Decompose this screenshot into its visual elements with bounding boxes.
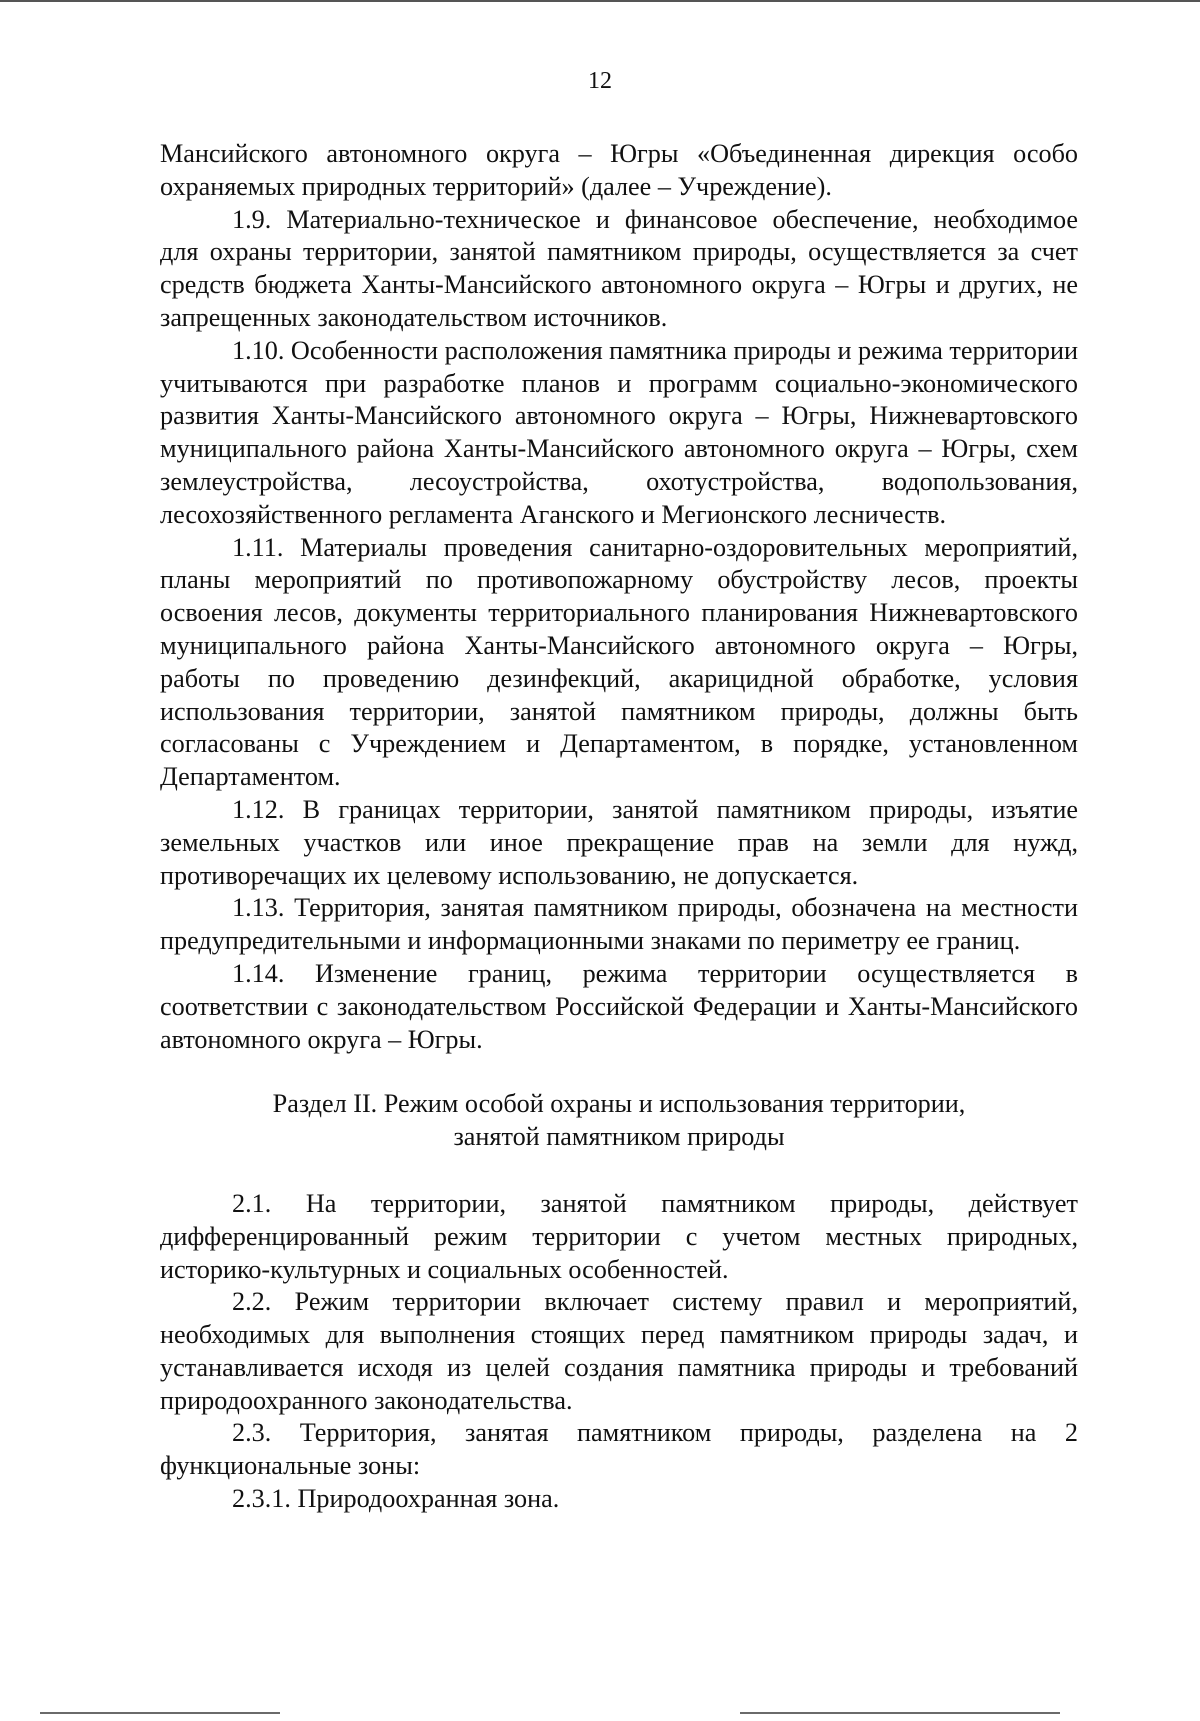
document-body xyxy=(160,138,1078,1516)
paragraph-1-13: 1.13. Территория, занятая памятником природы, обозначена на местности предупредительными и информационными знаками по периметру ее границ. xyxy=(160,893,1078,956)
paragraphs-bottom xyxy=(160,1188,1078,1516)
paragraph-1-12: 1.12. В границах территории, занятой памятником природы, изъятие земельных участков или иное прекращение прав на земли для нужд, противоречащих их целевому использованию, не допускается. xyxy=(160,794,1078,890)
section-heading-line-2: занятой памятником природы xyxy=(453,1122,785,1152)
page-number: 12 xyxy=(588,68,612,94)
bottom-scan-border-left xyxy=(40,1712,280,1714)
section-heading-line-1: Раздел II. Режим особой охраны и использования территории, xyxy=(272,1089,966,1119)
paragraph: Мансийского автономного округа – Югры «Объединенная дирекция особо охраняемых природных территорий» (далее – Учреждение). xyxy=(160,139,1078,201)
paragraph-1-9: 1.9. Материально-техническое и финансовое обеспечение, необходимое для охраны территории, занятой памятником природы, осуществляется за счет средств бюджета Ханты-Мансийского автономного округа – Югры и других, не запрещенных законодательством источников. xyxy=(160,204,1078,332)
paragraph-1-10: 1.10. Особенности расположения памятника природы и режима территории учитываются при разработке планов и программ социально-экономического развития Ханты-Мансийского автономного округа – Югры, Нижневартовского муниципального района Ханты-Мансийского автономного округа – Югры, схем землеустройства, лесоустройства, охотустройства, водопользования, лесохозяйственного регламента Аганского и Мегионского лесничеств. xyxy=(160,335,1078,529)
paragraph-2-3-1: 2.3.1. Природоохранная зона. xyxy=(232,1484,560,1514)
paragraph-2-2: 2.2. Режим территории включает систему правил и мероприятий, необходимых для выполнения стоящих перед памятником природы задач, и устанавливается исходя из целей создания памятника природы и требований природоохранного законодательства. xyxy=(160,1287,1078,1415)
section-heading xyxy=(160,1088,1078,1154)
paragraph-2-1: 2.1. На территории, занятой памятником природы, действует дифференцированный режим территории с учетом местных природных, историко-культурных и социальных особенностей. xyxy=(160,1188,1078,1284)
paragraphs-top xyxy=(160,138,1078,1056)
bottom-scan-border-right xyxy=(740,1712,1060,1714)
top-scan-border xyxy=(0,0,1200,2)
paragraph-1-11: 1.11. Материалы проведения санитарно-оздоровительных мероприятий, планы мероприятий по противопожарному обустройству лесов, проекты освоения лесов, документы территориального планирования Нижневартовского муниципального района Ханты-Мансийского автономного округа – Югры, работы по проведению дезинфекций, акарицидной обработке, условия использования территории, занятой памятником природы, должны быть согласованы с Учреждением и Департаментом, в порядке, установленном Департаментом. xyxy=(160,532,1078,792)
paragraph-2-3: 2.3. Территория, занятая памятником природы, разделена на 2 функциональные зоны: xyxy=(160,1418,1078,1481)
paragraph-1-14: 1.14. Изменение границ, режима территории осуществляется в соответствии с законодательством Российской Федерации и Ханты-Мансийского автономного округа – Югры. xyxy=(160,958,1078,1054)
